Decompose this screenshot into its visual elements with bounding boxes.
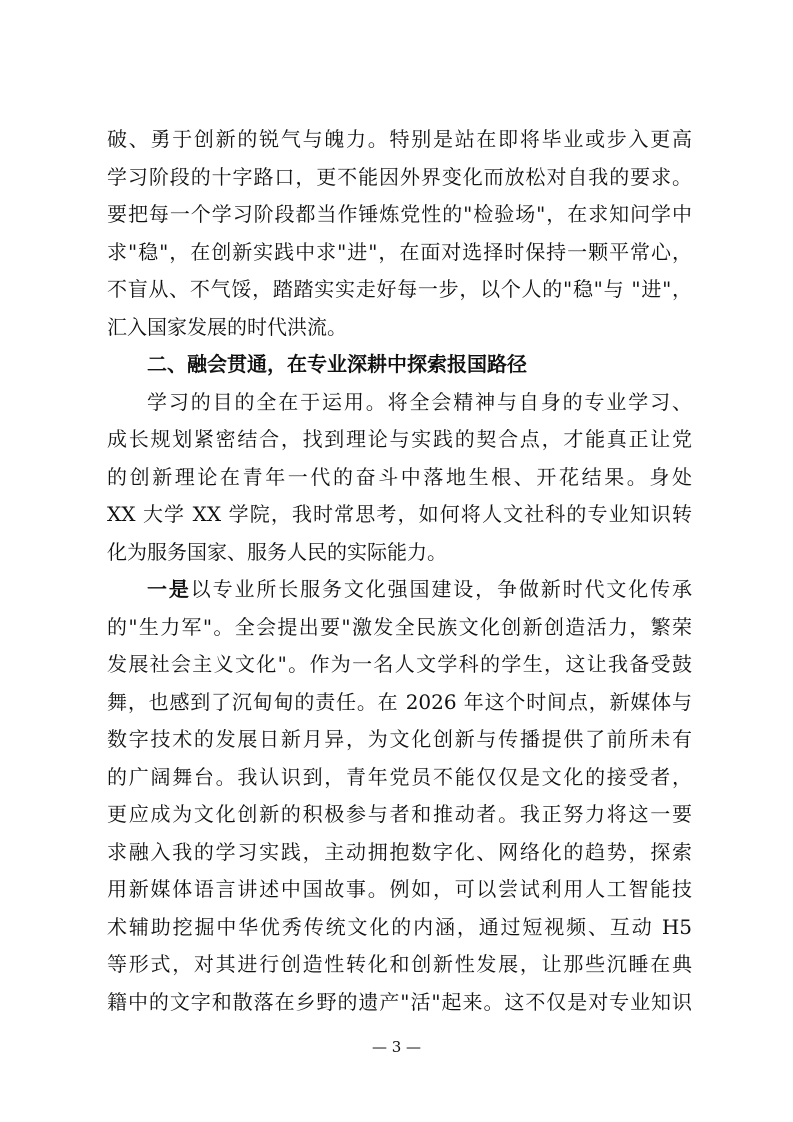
document-body — [107, 121, 692, 1021]
paragraph — [107, 121, 692, 346]
paragraph — [107, 384, 692, 572]
text-line: 舞，也感到了沉甸甸的责任。在 2026 年这个时间点，新媒体与 — [107, 689, 692, 714]
text-line: 破、勇于创新的锐气与魄力。特别是站在即将毕业或步入更高 — [107, 127, 692, 151]
text-line: 用新媒体语言讲述中国故事。例如，可以尝试利用人工智能技 — [107, 877, 692, 901]
text-line: 要把每一个学习阶段都当作锤炼党性的"检验场"，在求知问学中 — [107, 202, 692, 226]
text-line: 学习阶段的十字路口，更不能因外界变化而放松对自我的要求。 — [107, 164, 692, 189]
text-line: 数字技术的发展日新月异，为文化创新与传播提供了前所未有 — [107, 727, 692, 751]
text-line: 求融入我的学习实践，主动拥抱数字化、网络化的趋势，探索 — [107, 839, 692, 864]
text-line: 更应成为文化创新的积极参与者和推动者。我正努力将这一要 — [107, 802, 692, 826]
section-heading: 二、融会贯通，在专业深耕中探索报国路径 — [147, 352, 527, 376]
text-line-rest: 以专业所长服务文化强国建设，争做新时代文化传承 — [190, 577, 692, 601]
text-line: 不盲从、不气馁，踏踏实实走好每一步，以个人的"稳"与 "进"， — [107, 277, 692, 301]
text-line: 汇入国家发展的时代洪流。 — [107, 314, 347, 339]
text-line: 的广阔舞台。我认识到，青年党员不能仅仅是文化的接受者， — [107, 764, 692, 789]
text-line: 求"稳"，在创新实践中求"进"，在面对选择时保持一颗平常心， — [107, 239, 692, 264]
text-line: 的创新理论在青年一代的奋斗中落地生根、开花结果。身处 — [107, 464, 692, 489]
lead-bold-text: 一是 — [147, 577, 191, 601]
text-line: 等形式，对其进行创造性转化和创新性发展，让那些沉睡在典 — [107, 952, 692, 976]
text-line: 的"生力军"。全会提出要"激发全民族文化创新创造活力，繁荣 — [107, 614, 692, 639]
page-number: — 3 — — [371, 1038, 422, 1056]
text-line: 术辅助挖掘中华优秀传统文化的内涵，通过短视频、互动 H5 — [107, 914, 692, 939]
text-line: 化为服务国家、服务人民的实际能力。 — [107, 539, 447, 564]
text-line: XX 大学 XX 学院，我时常思考，如何将人文社科的专业知识转 — [107, 502, 692, 526]
text-line: 籍中的文字和散落在乡野的遗产"活"起来。这不仅是对专业知识 — [107, 989, 692, 1014]
text-line: 学习的目的全在于运用。将全会精神与自身的专业学习、 — [147, 389, 692, 414]
text-line: 发展社会主义文化"。作为一名人文学科的学生，这让我备受鼓 — [107, 652, 692, 676]
paragraph — [107, 571, 692, 1021]
text-line: 成长规划紧密结合，找到理论与实践的契合点，才能真正让党 — [107, 427, 692, 451]
text-line — [107, 571, 692, 609]
